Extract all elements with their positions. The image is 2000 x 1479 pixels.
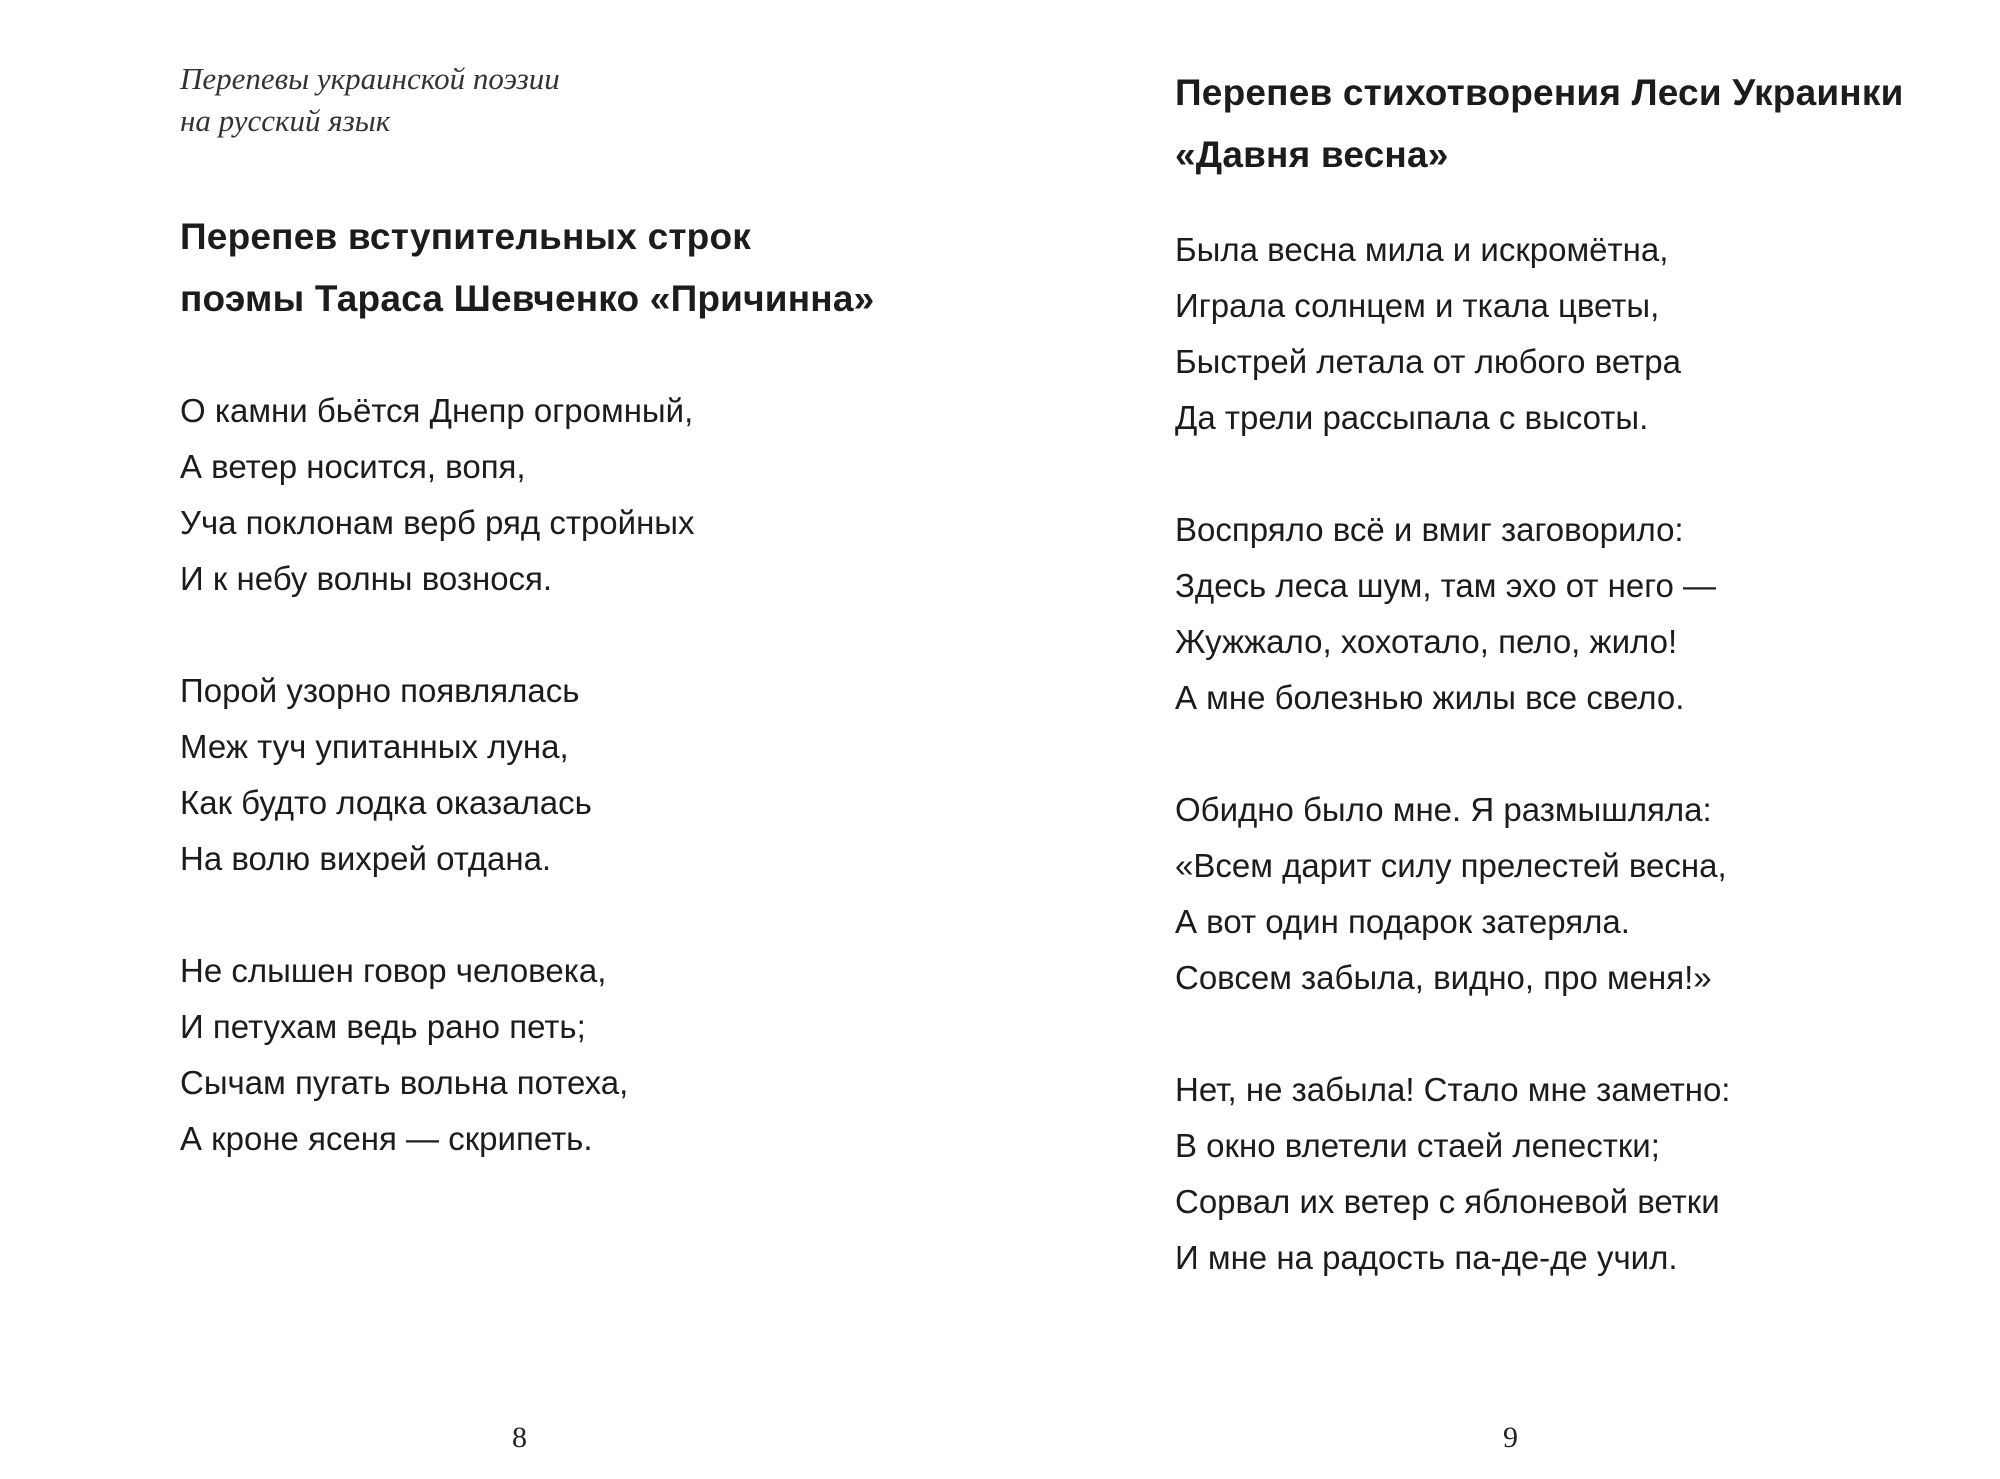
poem-line: На волю вихрей отдана.	[180, 840, 552, 877]
stanza	[1175, 502, 1730, 726]
poem-title-line: Перепев вступительных строк	[180, 216, 751, 257]
stanza	[180, 383, 695, 607]
poem-line: Здесь леса шум, там эхо от него —	[1175, 567, 1717, 604]
running-head	[180, 58, 560, 142]
stanza	[180, 943, 695, 1167]
poem-line: О камни бьётся Днепр огромный,	[180, 392, 694, 429]
poem-text	[180, 383, 695, 1223]
poem-line: Быстрей летала от любого ветра	[1175, 343, 1681, 380]
right-page	[1000, 0, 2000, 1479]
poem-line: Сорвал их ветер с яблоневой ветки	[1175, 1183, 1720, 1220]
poem-line: Жужжало, хохотало, пело, жило!	[1175, 623, 1678, 660]
poem-line: Совсем забыла, видно, про меня!»	[1175, 959, 1712, 996]
poem-line: В окно влетели стаей лепестки;	[1175, 1127, 1660, 1164]
poem-line: Порой узорно появлялась	[180, 672, 580, 709]
stanza	[1175, 1062, 1730, 1286]
poem-title	[1175, 62, 1904, 186]
poem-text	[1175, 222, 1730, 1342]
poem-line: И мне на радость па-де-де учил.	[1175, 1239, 1678, 1276]
poem-title-line: «Давня весна»	[1175, 134, 1449, 175]
poem-title	[180, 206, 874, 330]
poem-line: И петухам ведь рано петь;	[180, 1008, 586, 1045]
poem-line: Меж туч упитанных луна,	[180, 728, 569, 765]
running-head-line: на русский язык	[180, 103, 391, 138]
poem-line: Была весна мила и искромётна,	[1175, 231, 1669, 268]
stanza	[180, 663, 695, 887]
page-number: 8	[512, 1421, 527, 1454]
poem-line: Обидно было мне. Я размышляла:	[1175, 791, 1712, 828]
poem-line: Играла солнцем и ткала цветы,	[1175, 287, 1660, 324]
poem-line: А вот один подарок затеряла.	[1175, 903, 1630, 940]
poem-line: А мне болезнью жилы все свело.	[1175, 679, 1685, 716]
page-number: 9	[1503, 1421, 1518, 1454]
poem-line: А ветер носится, вопя,	[180, 448, 526, 485]
stanza	[1175, 782, 1730, 1006]
stanza	[1175, 222, 1730, 446]
poem-title-line: Перепев стихотворения Леси Украинки	[1175, 72, 1904, 113]
poem-line: Не слышен говор человека,	[180, 952, 607, 989]
poem-line: Нет, не забыла! Стало мне заметно:	[1175, 1071, 1731, 1108]
poem-line: И к небу волны вознося.	[180, 560, 553, 597]
poem-line: Как будто лодка оказалась	[180, 784, 592, 821]
poem-title-line: поэмы Тараса Шевченко «Причинна»	[180, 278, 875, 319]
poem-line: А кроне ясеня — скрипеть.	[180, 1120, 593, 1157]
poem-line: «Всем дарит силу прелестей весна,	[1175, 847, 1727, 884]
poem-line: Уча поклонам верб ряд стройных	[180, 504, 695, 541]
running-head-line: Перепевы украинской поэзии	[180, 61, 560, 96]
poem-line: Воспряло всё и вмиг заговорило:	[1175, 511, 1684, 548]
poem-line: Сычам пугать вольна потеха,	[180, 1064, 629, 1101]
poem-line: Да трели рассыпала с высоты.	[1175, 399, 1649, 436]
